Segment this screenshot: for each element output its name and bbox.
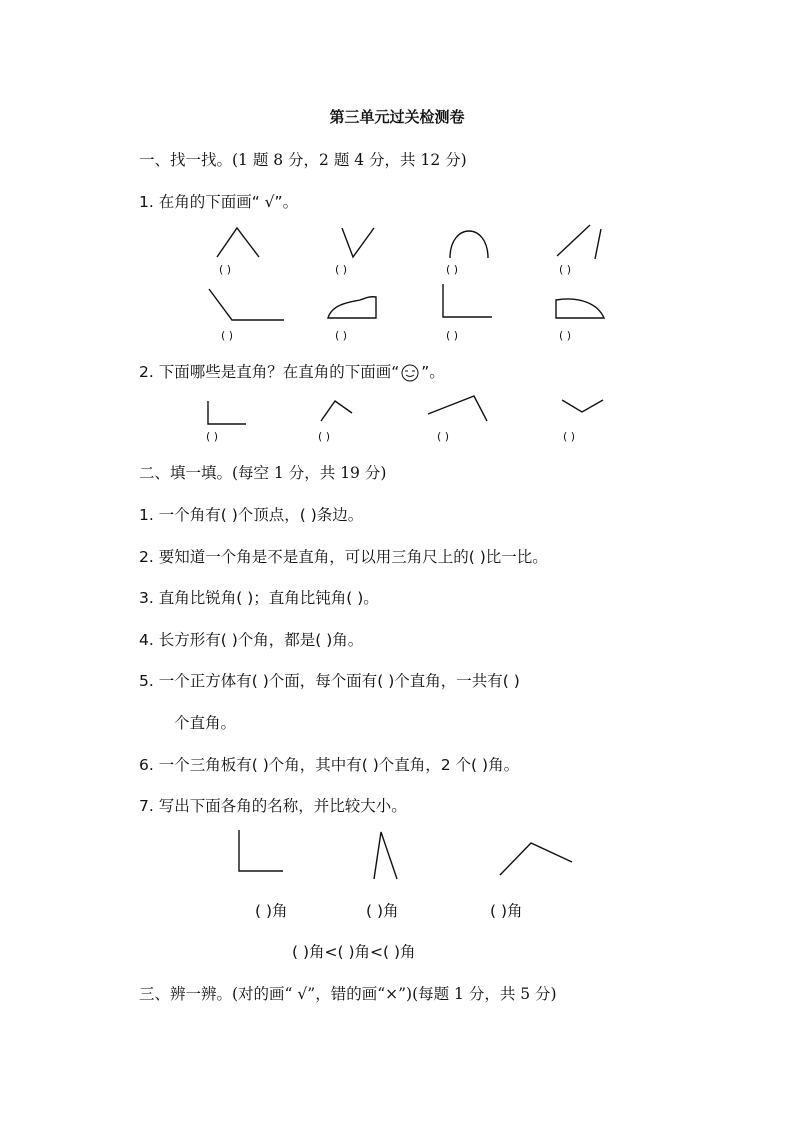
angle-name-blank-2[interactable]: ( )角 — [366, 902, 399, 920]
figure-obtuse-angle — [500, 843, 572, 875]
figure-acute-angle — [374, 832, 397, 879]
part2-question-1: 1. 一个角有( )个顶点，( )条边。 — [139, 506, 364, 524]
part2-question-3: 3. 直角比锐角( )；直角比钝角( )。 — [139, 589, 379, 607]
section-2-heading: 二、填一填。(每空 1 分，共 19 分) — [139, 464, 387, 482]
answer-blank[interactable]: ( ) — [335, 263, 348, 276]
answer-blank[interactable]: ( ) — [559, 263, 572, 276]
part2-question-5: 5. 一个正方体有( )个面，每个面有( )个直角，一共有( ) — [139, 672, 520, 690]
part2-question-2: 2. 要知道一个角是不是直角，可以用三角尺上的( )比一比。 — [139, 548, 548, 566]
page-title: 第三单元过关检测卷 — [329, 108, 465, 126]
angle-compare-row[interactable]: ( )角<( )角<( )角 — [292, 943, 416, 961]
answer-blank[interactable]: ( ) — [221, 329, 234, 342]
answer-blank[interactable]: ( ) — [446, 329, 459, 342]
question-text: 2. 下面哪些是直角？在直角的下面画“ — [139, 363, 400, 381]
part2-question-5-continued: 个直角。 — [174, 714, 237, 732]
answer-blank[interactable]: ( ) — [437, 430, 450, 443]
part2-question-4: 4. 长方形有( )个角，都是( )角。 — [139, 631, 364, 649]
answer-blank[interactable]: ( ) — [563, 430, 576, 443]
angle-name-blank-3[interactable]: ( )角 — [490, 902, 523, 920]
answer-blank[interactable]: ( ) — [559, 329, 572, 342]
answer-blank[interactable]: ( ) — [335, 329, 348, 342]
answer-blank[interactable]: ( ) — [206, 430, 219, 443]
answer-blank[interactable]: ( ) — [219, 263, 232, 276]
section-3-heading: 三、辨一辨。(对的画“ √”，错的画“×”)(每题 1 分，共 5 分) — [139, 985, 557, 1003]
part2-question-6: 6. 一个三角板有( )个角，其中有( )个直角，2 个( )角。 — [139, 756, 520, 774]
figure-right-angle — [239, 830, 283, 871]
question-text-end: ”。 — [421, 363, 445, 381]
part2-question-7: 7. 写出下面各角的名称，并比较大小。 — [139, 797, 407, 815]
answer-blank[interactable]: ( ) — [446, 263, 459, 276]
section-1-heading: 一、找一找。(1 题 8 分，2 题 4 分，共 12 分) — [139, 151, 467, 169]
answer-blank[interactable]: ( ) — [318, 430, 331, 443]
part1-question-1: 1. 在角的下面画“ √”。 — [139, 193, 299, 211]
angle-name-blank-1[interactable]: ( )角 — [255, 902, 288, 920]
